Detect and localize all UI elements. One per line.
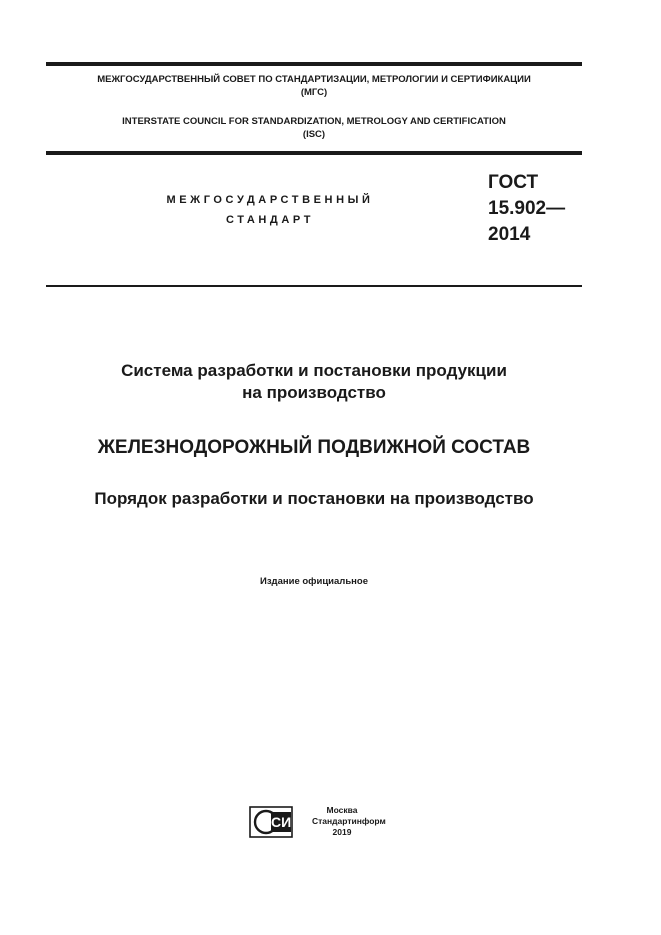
publisher-year: 2019 [332, 827, 352, 837]
council-en [46, 115, 582, 141]
system-title-line2: на производство [242, 383, 386, 402]
middle-rule [46, 151, 582, 155]
council-en-abbr: (ISC) [302, 129, 326, 140]
system-title [46, 360, 582, 404]
gost-designation [488, 170, 565, 248]
council-en-name: INTERSTATE COUNCIL FOR STANDARDIZATION, METROLOGY AND CERTIFICATION [122, 116, 506, 127]
standard-kind-line2: СТАНДАРТ [225, 214, 315, 226]
main-title: ЖЕЛЕЗНОДОРОЖНЫЙ ПОДВИЖНОЙ СОСТАВ [97, 437, 531, 458]
gost-year: 2014 [488, 224, 531, 245]
council-ru-abbr: (МГС) [300, 87, 328, 98]
logo-text: СИ [271, 814, 292, 830]
system-title-line1: Система разработки и постановки продукции [121, 361, 507, 380]
bottom-rule [46, 285, 582, 287]
council-ru [46, 73, 582, 99]
standard-kind-line1: МЕЖГОСУДАРСТВЕННЫЙ [166, 194, 374, 206]
gost-number: 15.902— [488, 198, 566, 219]
standard-kind [130, 190, 410, 230]
standartinform-logo-icon [249, 806, 293, 838]
publisher [312, 805, 386, 838]
publisher-name: Стандартинформ [312, 816, 386, 826]
sub-title: Порядок разработки и постановки на производство [94, 489, 534, 508]
council-ru-name: МЕЖГОСУДАРСТВЕННЫЙ СОВЕТ ПО СТАНДАРТИЗАЦИИ, МЕТРОЛОГИИ И СЕРТИФИКАЦИИ [97, 74, 531, 85]
publisher-city: Москва [326, 805, 358, 815]
gost-label: ГОСТ [488, 172, 539, 193]
top-rule [46, 62, 582, 66]
edition-label: Издание официальное [260, 576, 368, 587]
